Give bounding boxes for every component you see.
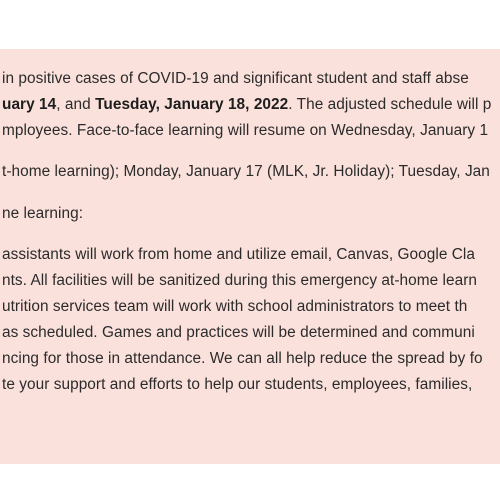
list-intro: ne learning: <box>2 205 84 222</box>
paragraph2-line3: utrition services team will work with school administrators to meet th <box>2 298 468 315</box>
paragraph1-line3: mployees. Face-to-face learning will resume on Wednesday, January 1 <box>2 122 489 139</box>
paragraph2-line1: assistants will work from home and utilize email, Canvas, Google Cla <box>2 246 476 263</box>
paragraph2-line6: te your support and efforts to help our students, employees, families, <box>2 376 473 393</box>
paragraph1-line1: in positive cases of COVID-19 and significant student and staff abse <box>2 70 469 87</box>
paragraph2-line2: nts. All facilities will be sanitized during this emergency at-home learn <box>2 272 477 289</box>
date-january-14: uary 14 <box>2 96 57 113</box>
schedule-line: t-home learning); Monday, January 17 (MLK, Jr. Holiday); Tuesday, Jan <box>2 163 490 180</box>
notice-panel <box>0 49 500 464</box>
paragraph1-line2 <box>2 96 491 114</box>
date-january-18: Tuesday, January 18, 2022 <box>95 96 289 113</box>
paragraph2-line5: ncing for those in attendance. We can all help reduce the spread by fo <box>2 350 483 367</box>
connector-text: , and <box>56 96 96 113</box>
schedule-note: . The adjusted schedule will p <box>288 96 492 113</box>
paragraph2-line4: as scheduled. Games and practices will be determined and communi <box>2 324 475 341</box>
